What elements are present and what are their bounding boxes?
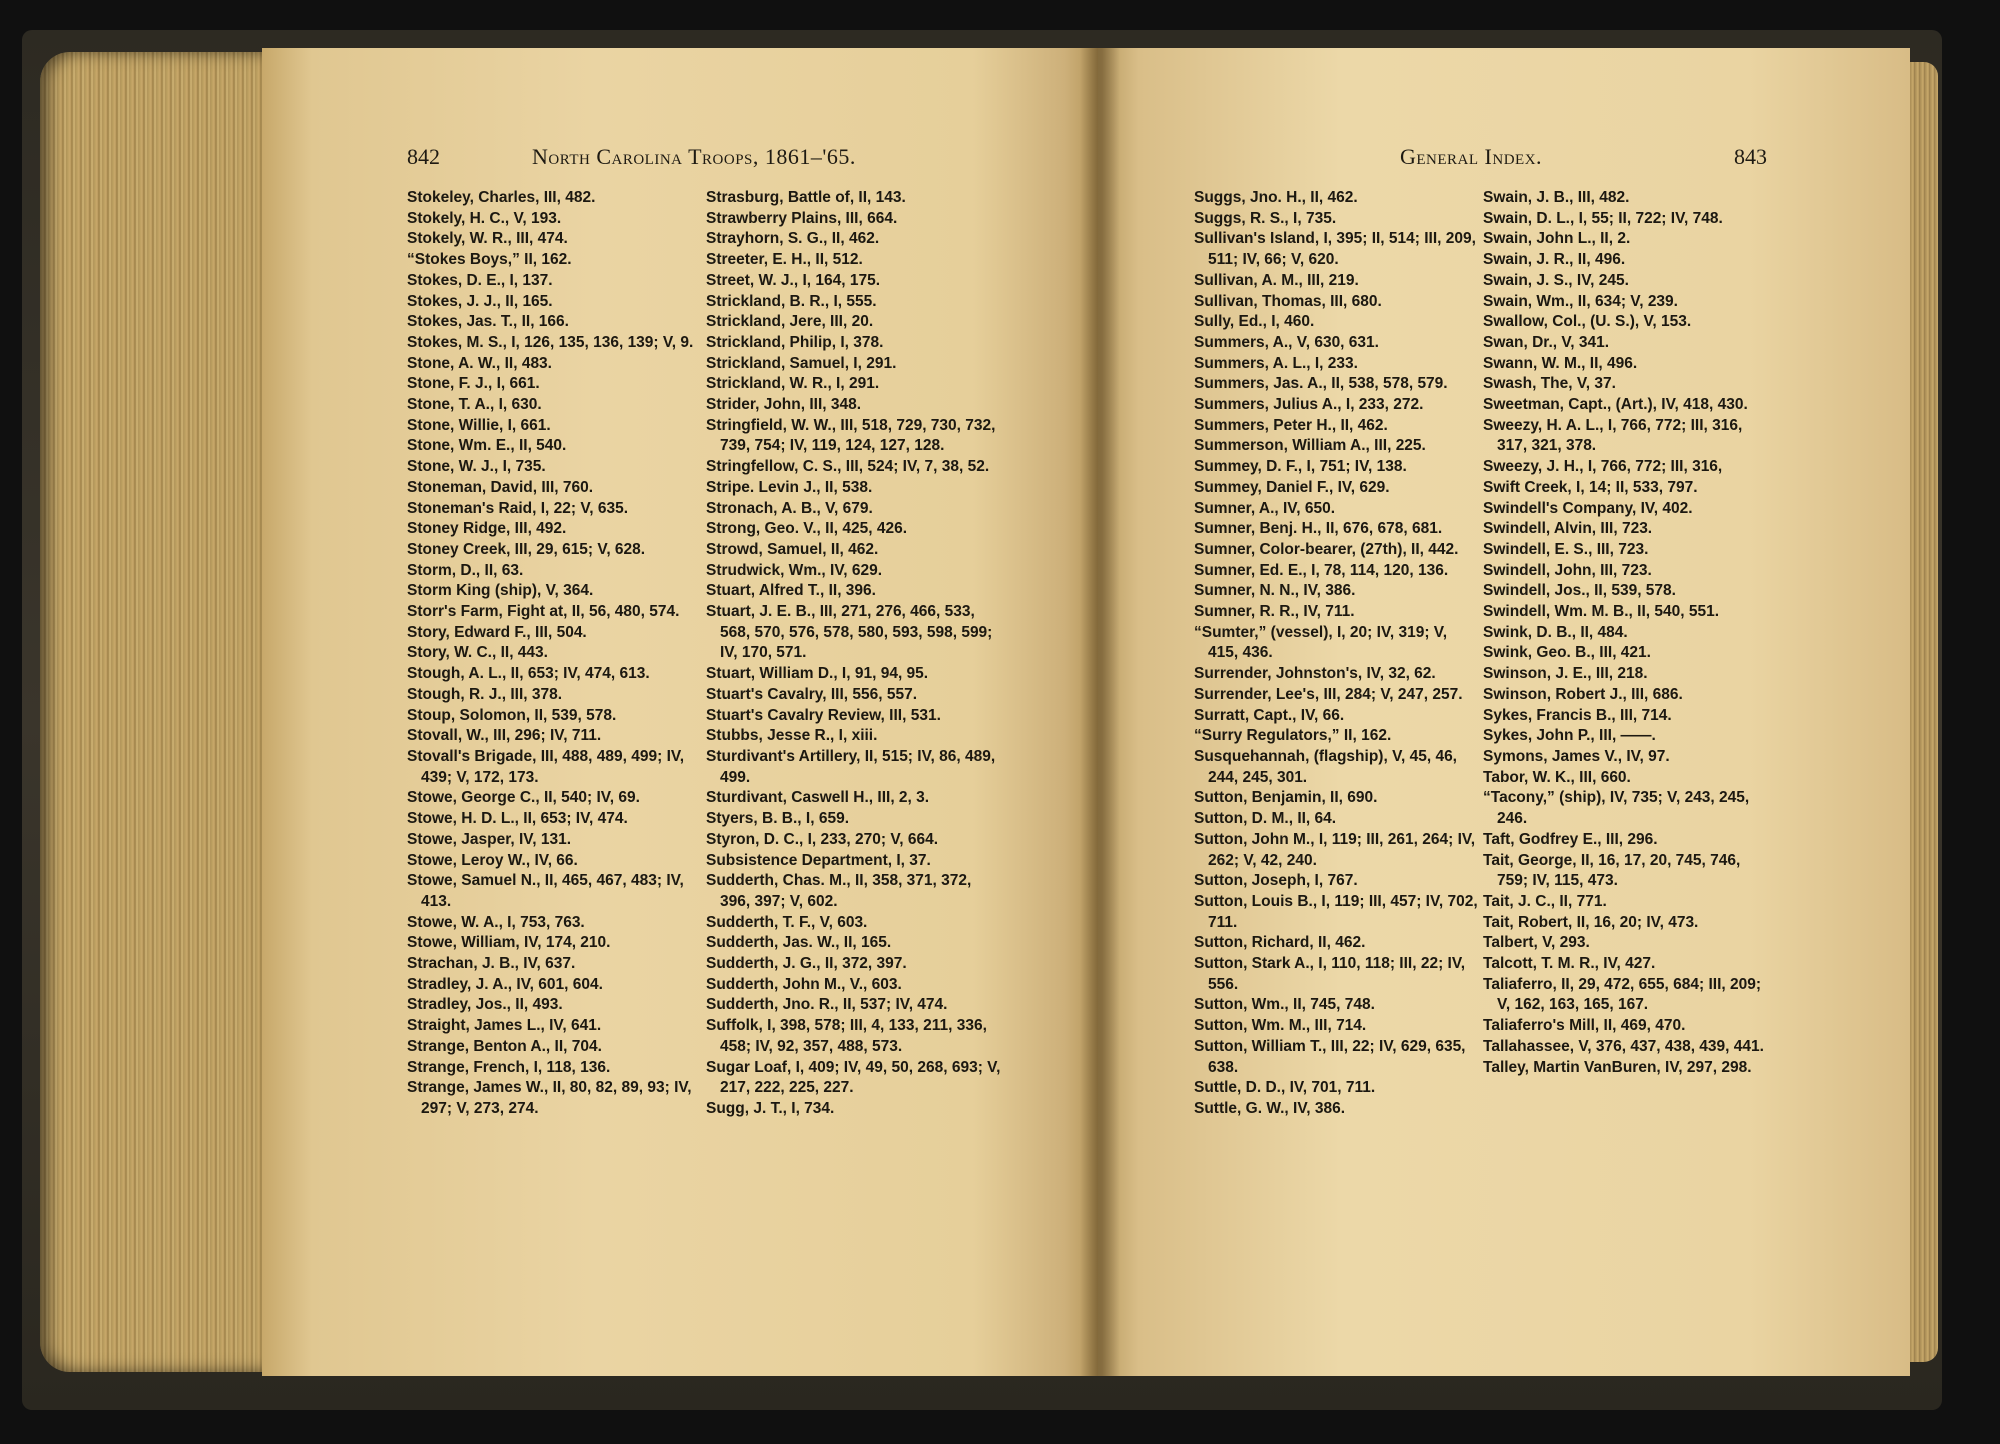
index-entry: Strickland, Samuel, I, 291. xyxy=(706,354,897,372)
index-entry: Stokely, W. R., III, 474. xyxy=(407,230,568,248)
index-entry: Sugg, J. T., I, 734. xyxy=(706,1099,835,1117)
index-entry: Stone, A. W., II, 483. xyxy=(407,354,552,372)
index-entry: Swain, D. L., I, 55; II, 722; IV, 748. xyxy=(1483,209,1723,227)
right-page-title: General Index. xyxy=(1400,144,1543,169)
index-entry: Sutton, Benjamin, II, 690. xyxy=(1194,789,1378,807)
index-entry: Summey, D. F., I, 751; IV, 138. xyxy=(1194,458,1407,476)
index-entry: Sumner, A., IV, 650. xyxy=(1194,499,1336,517)
index-entry: Swain, J. B., III, 482. xyxy=(1483,189,1630,206)
index-entry: Stone, W. J., I, 735. xyxy=(407,458,546,476)
index-entry: Stokeley, Charles, III, 482. xyxy=(407,189,596,206)
index-entry: Stoup, Solomon, II, 539, 578. xyxy=(407,706,617,724)
index-entry: Stoneman's Raid, I, 22; V, 635. xyxy=(407,499,629,517)
index-entry: Taliaferro's Mill, II, 469, 470. xyxy=(1483,1017,1686,1035)
index-entry: Stowe, Leroy W., IV, 66. xyxy=(407,851,578,869)
index-entry: Storm King (ship), V, 364. xyxy=(407,582,594,600)
index-entry: Stokely, H. C., V, 193. xyxy=(407,209,562,227)
index-entry: Sudderth, Jas. W., II, 165. xyxy=(706,934,892,952)
left-index-column-2 xyxy=(706,188,1002,1120)
index-entry: “Sumter,” (vessel), I, 20; IV, 319; V, 415, 436. xyxy=(1194,623,1448,662)
index-entry: Stowe, Samuel N., II, 465, 467, 483; IV, 413. xyxy=(407,872,684,910)
index-entry: Summers, Jas. A., II, 538, 578, 579. xyxy=(1194,375,1448,393)
index-entry: Summers, Julius A., I, 233, 272. xyxy=(1194,396,1424,414)
index-entry: Summers, Peter H., II, 462. xyxy=(1194,416,1388,434)
index-entry: Stokes, Jas. T., II, 166. xyxy=(407,313,569,331)
index-entry: Subsistence Department, I, 37. xyxy=(706,851,931,869)
index-entry: Styron, D. C., I, 233, 270; V, 664. xyxy=(706,830,939,848)
index-entry: Strickland, W. R., I, 291. xyxy=(706,375,880,393)
index-entry: Stowe, George C., II, 540; IV, 69. xyxy=(407,789,640,807)
index-entry: Swift Creek, I, 14; II, 533, 797. xyxy=(1483,478,1698,496)
index-entry: Strawberry Plains, III, 664. xyxy=(706,209,898,227)
index-entry: Sudderth, Chas. M., II, 358, 371, 372, 396, 397; V, 602. xyxy=(706,872,972,910)
index-entry: Taft, Godfrey E., III, 296. xyxy=(1483,830,1658,848)
index-entry: Summers, A. L., I, 233. xyxy=(1194,354,1358,372)
index-entry: Strachan, J. B., IV, 637. xyxy=(407,955,576,973)
index-entry: Sumner, N. N., IV, 386. xyxy=(1194,582,1356,600)
index-entry: Story, W. C., II, 443. xyxy=(407,644,548,662)
index-entry: Swain, John L., II, 2. xyxy=(1483,230,1631,248)
index-entry: Stradley, Jos., II, 493. xyxy=(407,996,563,1014)
index-entry: Sutton, Richard, II, 462. xyxy=(1194,934,1366,952)
index-entry: Sykes, John P., III, ——. xyxy=(1483,727,1656,745)
index-entry: Tallahassee, V, 376, 437, 438, 439, 441. xyxy=(1483,1037,1764,1055)
index-entry: Swindell's Company, IV, 402. xyxy=(1483,499,1693,517)
book-gutter xyxy=(1080,48,1120,1376)
index-entry: Stowe, H. D. L., II, 653; IV, 474. xyxy=(407,810,628,828)
index-entry: Swash, The, V, 37. xyxy=(1483,375,1616,393)
index-entry: Strange, Benton A., II, 704. xyxy=(407,1037,602,1055)
index-entry: Sturdivant, Caswell H., III, 2, 3. xyxy=(706,789,930,807)
index-entry: “Surry Regulators,” II, 162. xyxy=(1194,727,1392,745)
index-entry: Strayhorn, S. G., II, 462. xyxy=(706,230,880,248)
index-entry: Stoney Ridge, III, 492. xyxy=(407,520,567,538)
index-entry: Stringfield, W. W., III, 518, 729, 730, 732, 739, 754; IV, 119, 124, 127, 128. xyxy=(706,416,996,455)
index-entry: Sweezy, J. H., I, 766, 772; III, 316, xyxy=(1483,458,1723,476)
index-entry: Tabor, W. K., III, 660. xyxy=(1483,768,1631,786)
index-entry: Suggs, Jno. H., II, 462. xyxy=(1194,189,1358,206)
index-entry: Sudderth, Jno. R., II, 537; IV, 474. xyxy=(706,996,948,1014)
index-entry: Swain, J. S., IV, 245. xyxy=(1483,271,1629,289)
index-entry: Sutton, John M., I, 119; III, 261, 264; IV, 262; V, 42, 240. xyxy=(1194,830,1476,869)
index-entry: Taliaferro, II, 29, 472, 655, 684; III, 209; V, 162, 163, 165, 167. xyxy=(1483,975,1762,1014)
index-entry: Strong, Geo. V., II, 425, 426. xyxy=(706,520,908,538)
index-entry: Symons, James V., IV, 97. xyxy=(1483,747,1670,765)
index-entry: Stringfellow, C. S., III, 524; IV, 7, 38, 52. xyxy=(706,458,990,476)
index-entry: Strasburg, Battle of, II, 143. xyxy=(706,189,906,206)
index-entry: Straight, James L., IV, 641. xyxy=(407,1017,602,1035)
index-entry: Stoney Creek, III, 29, 615; V, 628. xyxy=(407,540,646,558)
index-entry: Stuart's Cavalry, III, 556, 557. xyxy=(706,685,918,703)
index-entry: Suttle, D. D., IV, 701, 711. xyxy=(1194,1079,1376,1097)
index-entry: Summey, Daniel F., IV, 629. xyxy=(1194,478,1390,496)
index-entry: Talcott, T. M. R., IV, 427. xyxy=(1483,955,1656,973)
index-entry: Stokes, M. S., I, 126, 135, 136, 139; V, 9. xyxy=(407,333,694,351)
index-entry: Sutton, Stark A., I, 110, 118; III, 22; IV, 556. xyxy=(1194,955,1466,993)
index-entry: Sumner, Benj. H., II, 676, 678, 681. xyxy=(1194,520,1443,538)
right-index-column-1 xyxy=(1194,188,1480,1120)
index-entry: Storr's Farm, Fight at, II, 56, 480, 574. xyxy=(407,603,680,621)
left-page-title: North Carolina Troops, 1861–'65. xyxy=(532,144,856,169)
index-entry: Strickland, Philip, I, 378. xyxy=(706,333,884,351)
left-page-number: 842 xyxy=(407,144,440,169)
index-entry: “Tacony,” (ship), IV, 735; V, 243, 245, 246. xyxy=(1483,789,1750,828)
index-entry: Stuart's Cavalry Review, III, 531. xyxy=(706,706,941,724)
index-entry: Stokes, D. E., I, 137. xyxy=(407,271,553,289)
index-entry: Surratt, Capt., IV, 66. xyxy=(1194,706,1345,724)
index-entry: Surrender, Lee's, III, 284; V, 247, 257. xyxy=(1194,685,1463,703)
index-entry: Swinson, Robert J., III, 686. xyxy=(1483,685,1683,703)
index-entry: Sumner, Color-bearer, (27th), II, 442. xyxy=(1194,540,1459,558)
index-entry: Street, W. J., I, 164, 175. xyxy=(706,271,881,289)
index-entry: Sutton, Wm., II, 745, 748. xyxy=(1194,996,1375,1014)
page-edges-left xyxy=(40,52,270,1372)
right-page-number: 843 xyxy=(1734,144,1767,169)
index-entry: Sutton, D. M., II, 64. xyxy=(1194,810,1337,828)
index-entry: Tait, Robert, II, 16, 20; IV, 473. xyxy=(1483,913,1699,931)
index-entry: Tait, J. C., II, 771. xyxy=(1483,892,1607,910)
index-entry: Sudderth, John M., V., 603. xyxy=(706,975,902,993)
index-entry: Swink, Geo. B., III, 421. xyxy=(1483,644,1651,662)
index-entry: Stough, R. J., III, 378. xyxy=(407,685,563,703)
index-entry: Stone, F. J., I, 661. xyxy=(407,375,540,393)
index-entry: Sumner, Ed. E., I, 78, 114, 120, 136. xyxy=(1194,561,1449,579)
index-entry: Talbert, V, 293. xyxy=(1483,934,1590,952)
index-entry: Sudderth, J. G., II, 372, 397. xyxy=(706,955,907,973)
index-entry: Stovall, W., III, 296; IV, 711. xyxy=(407,727,602,745)
index-entry: Swain, Wm., II, 634; V, 239. xyxy=(1483,292,1678,310)
index-entry: Swain, J. R., II, 496. xyxy=(1483,251,1626,269)
index-entry: Swan, Dr., V, 341. xyxy=(1483,333,1610,351)
index-entry: Stone, Willie, I, 661. xyxy=(407,416,551,434)
index-entry: Stowe, William, IV, 174, 210. xyxy=(407,934,611,952)
index-entry: Strange, James W., II, 80, 82, 89, 93; IV, 297; V, 273, 274. xyxy=(407,1079,692,1117)
index-entry: Sullivan, A. M., III, 219. xyxy=(1194,271,1359,289)
index-entry: Strudwick, Wm., IV, 629. xyxy=(706,561,883,579)
index-entry: Sudderth, T. F., V, 603. xyxy=(706,913,868,931)
index-entry: Storm, D., II, 63. xyxy=(407,561,524,579)
index-entry: Sully, Ed., I, 460. xyxy=(1194,313,1315,331)
index-entry: Tait, George, II, 16, 17, 20, 745, 746, 759; IV, 115, 473. xyxy=(1483,851,1741,890)
index-entry: Stovall's Brigade, III, 488, 489, 499; IV, 439; V, 172, 173. xyxy=(407,747,685,786)
index-entry: Susquehannah, (flagship), V, 45, 46, 244, 245, 301. xyxy=(1194,747,1457,786)
index-entry: Sugar Loaf, I, 409; IV, 49, 50, 268, 693; V, 217, 222, 225, 227. xyxy=(706,1058,1001,1097)
index-entry: Sweetman, Capt., (Art.), IV, 418, 430. xyxy=(1483,396,1748,414)
index-entry: Strowd, Samuel, II, 462. xyxy=(706,540,879,558)
index-entry: Swindell, E. S., III, 723. xyxy=(1483,540,1649,558)
index-entry: Swallow, Col., (U. S.), V, 153. xyxy=(1483,313,1692,331)
index-entry: Sturdivant's Artillery, II, 515; IV, 86, 489, 499. xyxy=(706,747,996,786)
index-entry: Stokes, J. J., II, 165. xyxy=(407,292,553,310)
index-entry: Sutton, William T., III, 22; IV, 629, 635, 638. xyxy=(1194,1037,1466,1076)
index-entry: Swink, D. B., II, 484. xyxy=(1483,623,1628,641)
index-entry: Talley, Martin VanBuren, IV, 297, 298. xyxy=(1483,1058,1752,1076)
index-entry: Summers, A., V, 630, 631. xyxy=(1194,333,1379,351)
index-entry: Stuart, Alfred T., II, 396. xyxy=(706,582,876,600)
left-index-column-1 xyxy=(407,188,699,1120)
index-entry: Sykes, Francis B., III, 714. xyxy=(1483,706,1672,724)
index-entry: Surrender, Johnston's, IV, 32, 62. xyxy=(1194,665,1436,683)
index-entry: Story, Edward F., III, 504. xyxy=(407,623,587,641)
index-entry: Summerson, William A., III, 225. xyxy=(1194,437,1426,455)
index-entry: Sumner, R. R., IV, 711. xyxy=(1194,603,1355,621)
index-entry: Stowe, W. A., I, 753, 763. xyxy=(407,913,585,931)
index-entry: Stuart, J. E. B., III, 271, 276, 466, 533, 568, 570, 576, 578, 580, 593, 598, 599; IV, 170, 571. xyxy=(706,603,993,662)
right-index-column-2 xyxy=(1483,188,1773,1078)
index-entry: Stough, A. L., II, 653; IV, 474, 613. xyxy=(407,665,650,683)
index-entry: Sweezy, H. A. L., I, 766, 772; III, 316, 317, 321, 378. xyxy=(1483,416,1743,455)
index-entry: Stone, Wm. E., II, 540. xyxy=(407,437,567,455)
index-entry: Strider, John, III, 348. xyxy=(706,396,862,414)
index-entry: Sullivan's Island, I, 395; II, 514; III, 209, 511; IV, 66; V, 620. xyxy=(1194,230,1476,269)
index-entry: Suggs, R. S., I, 735. xyxy=(1194,209,1337,227)
index-entry: Streeter, E. H., II, 512. xyxy=(706,251,863,269)
index-entry: Swinson, J. E., III, 218. xyxy=(1483,665,1648,683)
index-entry: Stoneman, David, III, 760. xyxy=(407,478,594,496)
index-entry: “Stokes Boys,” II, 162. xyxy=(407,251,572,269)
index-entry: Strickland, Jere, III, 20. xyxy=(706,313,874,331)
index-entry: Sutton, Joseph, I, 767. xyxy=(1194,872,1358,890)
index-entry: Swindell, Wm. M. B., II, 540, 551. xyxy=(1483,603,1720,621)
index-entry: Styers, B. B., I, 659. xyxy=(706,810,850,828)
index-entry: Strickland, B. R., I, 555. xyxy=(706,292,877,310)
index-entry: Stubbs, Jesse R., I, xiii. xyxy=(706,727,878,745)
index-entry: Sullivan, Thomas, III, 680. xyxy=(1194,292,1382,310)
index-entry: Stronach, A. B., V, 679. xyxy=(706,499,873,517)
index-entry: Stone, T. A., I, 630. xyxy=(407,396,542,414)
index-entry: Strange, French, I, 118, 136. xyxy=(407,1058,611,1076)
index-entry: Swindell, Alvin, III, 723. xyxy=(1483,520,1653,538)
index-entry: Stowe, Jasper, IV, 131. xyxy=(407,830,571,848)
index-entry: Stripe. Levin J., II, 538. xyxy=(706,478,873,496)
index-entry: Sutton, Louis B., I, 119; III, 457; IV, 702, 711. xyxy=(1194,892,1478,931)
index-entry: Sutton, Wm. M., III, 714. xyxy=(1194,1017,1367,1035)
index-entry: Swindell, Jos., II, 539, 578. xyxy=(1483,582,1676,600)
index-entry: Suffolk, I, 398, 578; III, 4, 133, 211, 336, 458; IV, 92, 357, 488, 573. xyxy=(706,1017,987,1055)
index-entry: Swann, W. M., II, 496. xyxy=(1483,354,1638,372)
index-entry: Suttle, G. W., IV, 386. xyxy=(1194,1099,1346,1117)
index-entry: Stradley, J. A., IV, 601, 604. xyxy=(407,975,603,993)
index-entry: Swindell, John, III, 723. xyxy=(1483,561,1652,579)
index-entry: Stuart, William D., I, 91, 94, 95. xyxy=(706,665,929,683)
